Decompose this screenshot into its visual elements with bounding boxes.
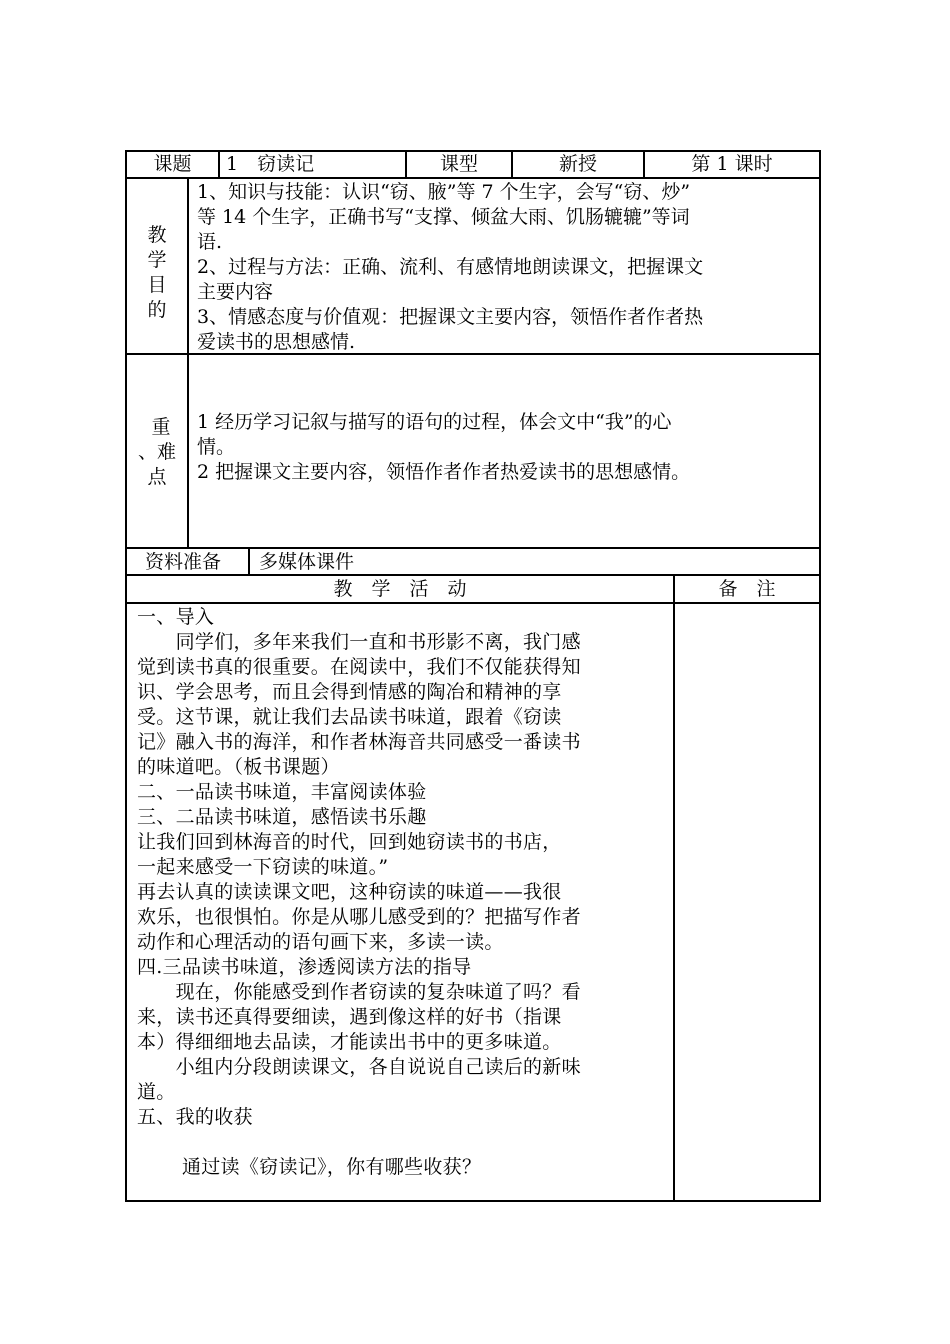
materials-value: 多媒体课件 xyxy=(259,551,355,573)
activity-line: 四.三品读书味道，渗透阅读方法的指导 xyxy=(137,956,472,978)
objectives-label-char: 教 xyxy=(147,224,167,246)
objectives-label-char: 的 xyxy=(147,299,167,321)
objective-line: 2、过程与方法：正确、流利、有感情地朗读课文，把握课文 xyxy=(197,256,704,278)
activity-line: 再去认真的读读课文吧，这种窃读的味道——我很 xyxy=(137,881,562,903)
objective-line: 等 14 个生字，正确书写“支撑、倾盆大雨、饥肠辘辘”等词 xyxy=(197,206,690,228)
lesson-title: 1 窃读记 xyxy=(226,153,315,175)
keypoints-label-char: 重 xyxy=(151,416,171,438)
divider xyxy=(673,574,675,1202)
materials-label: 资料准备 xyxy=(145,551,222,573)
objective-line: 1、知识与技能：认识“窃、腋”等 7 个生字，会写“窃、炒” xyxy=(197,181,691,203)
row-divider xyxy=(125,602,821,604)
keypoint-line: 2 把握课文主要内容，领悟作者作者热爱读书的思想感情。 xyxy=(197,461,691,483)
divider xyxy=(248,547,250,575)
activity-line: 来，读书还真得要细读，遇到像这样的好书（指课 xyxy=(137,1006,562,1028)
keypoints-label-char: 、难 xyxy=(137,441,176,463)
activity-line: 道。 xyxy=(137,1081,176,1103)
lesson-type: 新授 xyxy=(558,153,597,175)
type-label: 课型 xyxy=(439,153,478,175)
lesson-label: 课题 xyxy=(153,153,192,175)
activity-line: 欢乐，也很惧怕。你是从哪儿感受到的？把描写作者 xyxy=(137,906,581,928)
divider xyxy=(218,150,220,178)
activity-line: 让我们回到林海音的时代，回到她窃读书的书店， xyxy=(137,831,562,853)
activity-line: 识、学会思考，而且会得到情感的陶冶和精神的享 xyxy=(137,681,562,703)
activity-line: 的味道吧。（板书课题） xyxy=(137,756,340,778)
activity-line: 三、二品读书味道，感悟读书乐趣 xyxy=(137,806,427,828)
activity-line: 受。这节课，就让我们去品读书味道，跟着《窃读 xyxy=(137,706,562,728)
activity-line: 二、一品读书味道，丰富阅读体验 xyxy=(137,781,427,803)
objectives-label-char: 目 xyxy=(147,274,167,296)
row-divider xyxy=(125,177,821,179)
divider xyxy=(187,177,189,549)
activity-line: 通过读《窃读记》，你有哪些收获？ xyxy=(137,1156,482,1178)
objective-line: 主要内容 xyxy=(197,281,274,303)
objective-line: 爱读书的思想感情. xyxy=(197,331,356,353)
objective-line: 语. xyxy=(197,231,223,253)
activity-line: 本）得细细地去品读，才能读出书中的更多味道。 xyxy=(137,1031,562,1053)
activity-line: 一、导入 xyxy=(137,606,215,628)
period: 第 1 课时 xyxy=(691,153,773,175)
objectives-label-char: 学 xyxy=(147,249,167,271)
activity-line: 五、我的收获 xyxy=(137,1106,253,1128)
activity-line: 同学们，多年来我们一直和书形影不离，我门感 xyxy=(137,631,581,653)
table-border-right xyxy=(819,150,821,1202)
row-divider xyxy=(125,547,821,549)
row-divider xyxy=(125,574,821,576)
activity-line: 一起来感受一下窃读的味道。” xyxy=(137,856,389,878)
activity-line: 现在，你能感受到作者窃读的复杂味道了吗？看 xyxy=(137,981,581,1003)
keypoint-line: 情。 xyxy=(197,436,236,458)
table-border-bottom xyxy=(125,1200,821,1202)
keypoints-label-char: 点 xyxy=(147,466,167,488)
activity-line: 小组内分段朗读课文，各自说说自己读后的新味 xyxy=(137,1056,581,1078)
activity-line: 觉到读书真的很重要。在阅读中，我们不仅能获得知 xyxy=(137,656,581,678)
keypoint-line: 1 经历学习记叙与描写的语句的过程，体会文中“我”的心 xyxy=(197,411,672,433)
objective-line: 3、情感态度与价值观：把握课文主要内容，领悟作者作者热 xyxy=(197,306,704,328)
activities-heading: 教 学 活 动 xyxy=(333,578,467,600)
activity-line: 记》融入书的海洋，和作者林海音共同感受一番读书 xyxy=(137,731,581,753)
activity-line: 动作和心理活动的语句画下来，多读一读。 xyxy=(137,931,504,953)
notes-heading: 备 注 xyxy=(718,578,776,600)
